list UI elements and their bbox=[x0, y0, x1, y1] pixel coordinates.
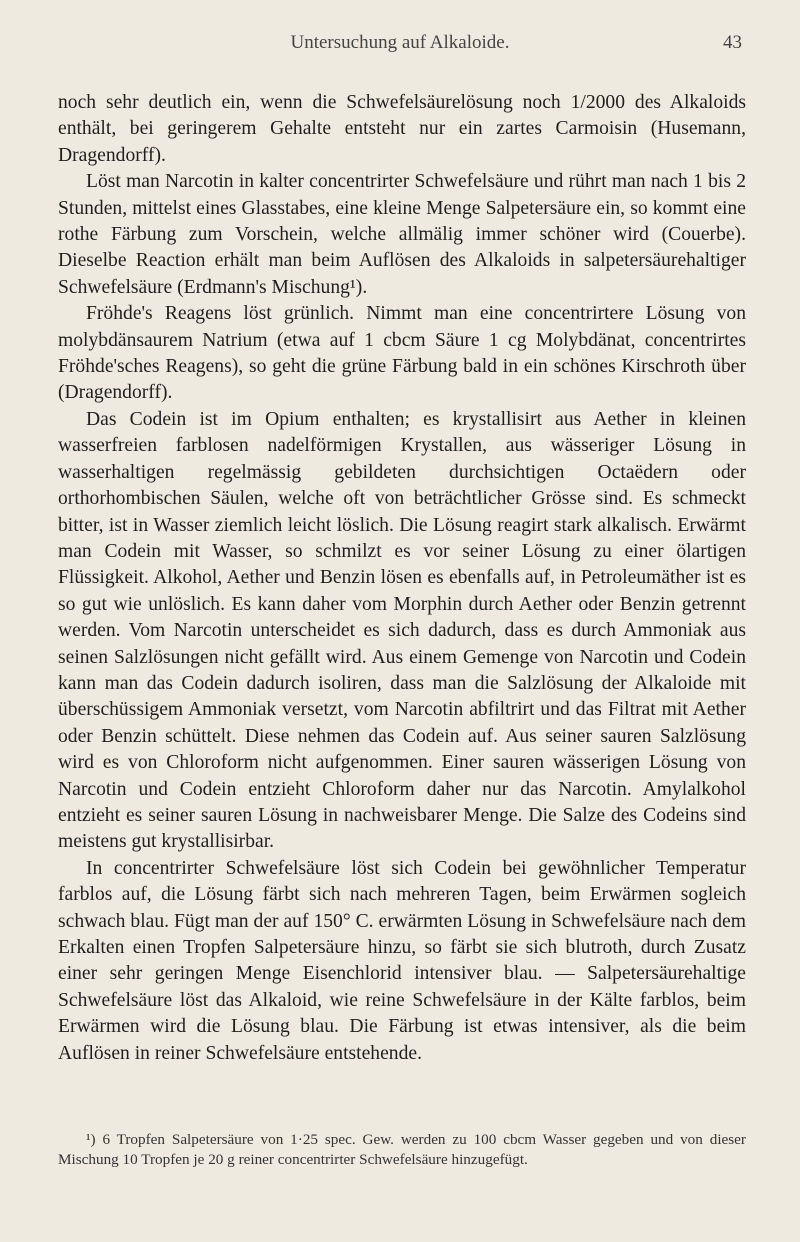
footnote-text: ¹) 6 Tropfen Salpetersäure von 1·25 spec. Gew. werden zu 100 cbcm Wasser gegeben und von dieser Mischung 10 Tropfen je 20 g reiner concentrirter Schwefelsäure hinzugefügt. bbox=[58, 1131, 746, 1168]
paragraph-4: Das Codein ist im Opium enthalten; es krystallisirt aus Aether in kleinen wasserfreien farblosen nadelförmigen Krystallen, aus wässeriger Lösung in wasserhaltigen regelmässig gebildeten durchsichtigen Octaëdern oder orthorhombischen Säulen, welche oft von beträchtlicher Grösse sind. Es schmeckt bitter, ist in Wasser ziemlich leicht löslich. Die Lösung reagirt stark alkalisch. Erwärmt man Codein mit Wasser, so schmilzt es vor seiner Lösung zu einer ölartigen Flüssigkeit. Alkohol, Aether und Benzin lösen es ebenfalls auf, in Petroleumäther ist es so gut wie unlöslich. Es kann daher vom Morphin durch Aether oder Benzin getrennt werden. Vom Narcotin unterscheidet es sich dadurch, dass es durch Ammoniak aus seinen Salzlösungen nicht gefällt wird. Aus einem Gemenge von Narcotin und Codein kann man das Codein dadurch isoliren, dass man die Salzlösung der Alkaloide mit überschüssigem Ammoniak versetzt, vom Narcotin abfiltrirt und das Filtrat mit Aether oder Benzin schüttelt. Diese nehmen das Codein auf. Aus seiner sauren Salzlösung wird es von Chloroform nicht aufgenommen. Einer sauren wässerigen Lösung von Narcotin und Codein entzieht Chloroform daher nur das Narcotin. Amylalkohol entzieht es seiner sauren Lösung in nachweisbarer Menge. Die Salze des Codeins sind meistens gut krystallisirbar. bbox=[58, 408, 746, 853]
paragraph-5: In concentrirter Schwefelsäure löst sich Codein bei gewöhnlicher Temperatur farblos auf, die Lösung färbt sich nach mehreren Tagen, beim Erwärmen sogleich schwach blau. Fügt man der auf 150° C. erwärmten Lösung in Schwefelsäure nach dem Erkalten einen Tropfen Salpetersäure hinzu, so färbt sie sich blutroth, durch Zusatz einer sehr geringen Menge Eisenchlorid intensiver blau. — Salpetersäurehaltige Schwefelsäure löst das Alkaloid, wie reine Schwefelsäure in der Kälte farblos, beim Erwärmen wird die Lösung blau. Die Färbung ist etwas intensiver, als die beim Auflösen in reiner Schwefelsäure entstehende. bbox=[58, 857, 746, 1064]
paragraph-3: Fröhde's Reagens löst grünlich. Nimmt man eine concentrirtere Lösung von molybdänsaurem Natrium (etwa auf 1 cbcm Säure 1 cg Molybdänat, concentrirtes Fröhde'sches Reagens), so geht die grüne Färbung bald in ein schönes Kirschroth über (Dragendorff). bbox=[58, 303, 746, 404]
running-header bbox=[58, 30, 742, 60]
body-text bbox=[58, 90, 746, 1067]
footnote bbox=[58, 1130, 746, 1169]
page-number: 43 bbox=[723, 32, 742, 53]
paragraph-1: noch sehr deutlich ein, wenn die Schwefelsäurelösung noch 1/2000 des Alkaloids enthält, bei geringerem Gehalte entsteht nur ein zartes Carmoisin (Husemann, Dragendorff). bbox=[58, 92, 746, 166]
running-title: Untersuchung auf Alkaloide. bbox=[290, 32, 510, 53]
paragraph-2: Löst man Narcotin in kalter concentrirter Schwefelsäure und rührt man nach 1 bis 2 Stunden, mittelst eines Glasstabes, eine kleine Menge Salpetersäure ein, so kommt eine rothe Färbung zum Vorschein, welche allmälig immer schöner wird (Couerbe). Dieselbe Reaction erhält man beim Auflösen des Alkaloids in salpetersäurehaltiger Schwefelsäure (Erdmann's Mischung¹). bbox=[58, 171, 746, 298]
